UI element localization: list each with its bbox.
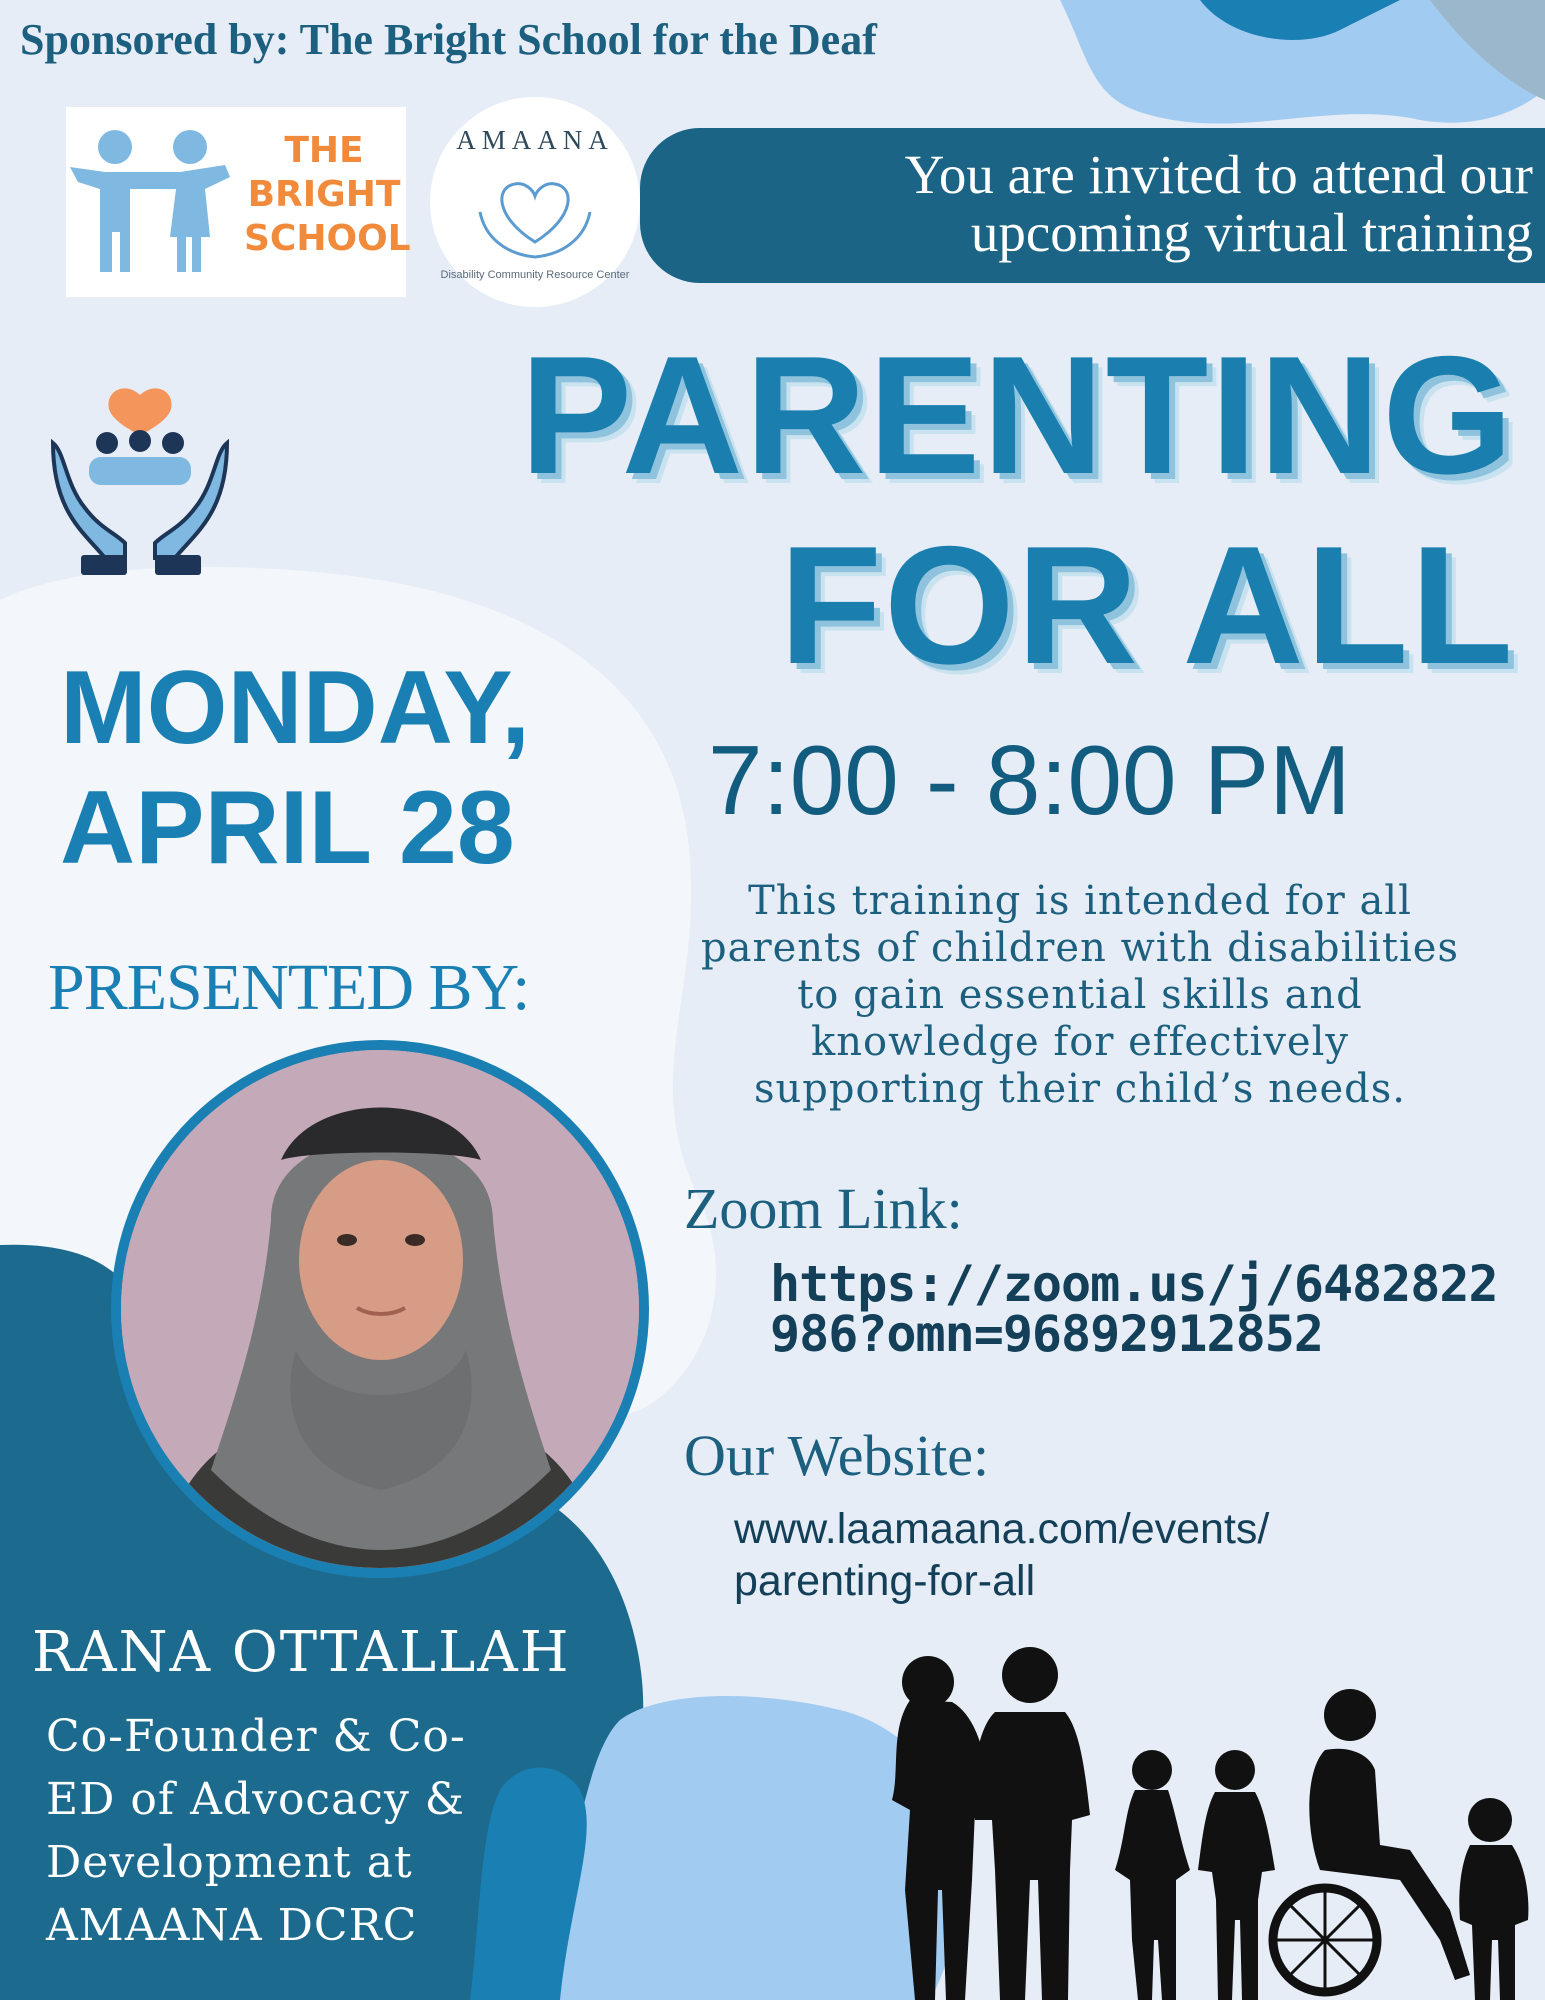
children-figures-icon (70, 127, 240, 277)
bright-school-logo (66, 107, 411, 297)
invite-text (693, 146, 1533, 262)
sponsor-line: Sponsored by: The Bright School for the Deaf (20, 15, 877, 64)
date-line1: MONDAY, (60, 650, 531, 766)
bright-logo-line1: THE (284, 130, 364, 171)
amaana-logo-name: AMAANA (456, 125, 614, 155)
presenter-portrait (121, 1050, 639, 1568)
zoom-link-url-line1[interactable]: https://zoom.us/j/6482822 (770, 1255, 1498, 1313)
website-label: Our Website: (684, 1423, 990, 1488)
date-line2: APRIL 28 (60, 770, 515, 886)
amaana-logo-subtitle: Disability Community Resource Center (440, 269, 630, 281)
family-with-wheelchair-silhouette (880, 1640, 1545, 2000)
invite-banner (640, 128, 1545, 283)
presenter-photo-frame (111, 1040, 649, 1578)
website-url-line2[interactable]: parenting-for-all (734, 1557, 1036, 1605)
website-url-line1[interactable]: www.laamaana.com/events/ (734, 1505, 1270, 1553)
invite-line1: You are invited to attend our (904, 144, 1533, 205)
event-description: This training is intended for all parents of children with disabilities to gain essential skills and knowledge for effectively supporting their child’s needs. (701, 878, 1459, 1112)
presenter-name: RANA OTTALLAH (32, 1620, 571, 1685)
presenter-role: Co-Founder & Co-ED of Advocacy & Development at AMAANA DCRC (46, 1711, 466, 1951)
hands-heart-icon (475, 162, 595, 262)
zoom-link-url-line2[interactable]: 986?omn=96892912852 (770, 1305, 1323, 1363)
presenter-photo (121, 1050, 639, 1568)
event-time: 7:00 - 8:00 PM (708, 725, 1351, 835)
title-line2: FOR ALL (779, 511, 1515, 699)
invite-line2: upcoming virtual training (970, 202, 1533, 263)
title-line1: PARENTING (520, 321, 1515, 509)
zoom-link-label: Zoom Link: (684, 1176, 963, 1241)
bright-logo-line3: SCHOOL (244, 218, 411, 259)
bright-logo-line2: BRIGHT (247, 174, 401, 215)
amaana-logo (430, 97, 640, 307)
hands-holding-people-heart-icon (45, 383, 240, 578)
presented-by-label: PRESENTED BY: (48, 951, 530, 1024)
